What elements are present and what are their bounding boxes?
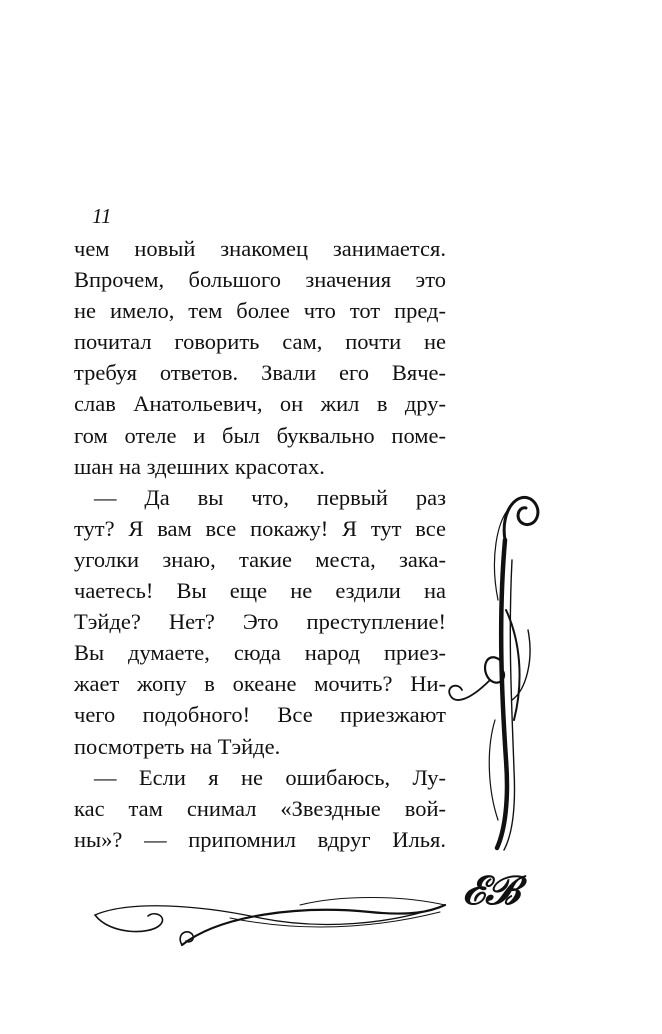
flourish-stem [497, 540, 507, 848]
text-line: не имело, тем более что тот пред- [74, 298, 446, 324]
text-line: Впрочем, большого значения это [74, 267, 446, 293]
text-line: тут? Я вам все покажу! Я тут все [74, 515, 446, 541]
text-line: чаетесь! Вы еще не ездили на [74, 578, 446, 604]
text-line: — Да вы что, первый раз [94, 484, 446, 510]
text-line: посмотреть на Тэйде. [74, 733, 281, 759]
text-line: ны»? — припомнил вдруг Илья. [74, 826, 446, 852]
text-line: чего подобного! Все приезжают [74, 702, 446, 728]
text-line: гом отеле и был буквально поме- [74, 422, 446, 448]
text-line: кас там снимал «Звездные вой- [74, 795, 446, 821]
body-text [74, 233, 446, 855]
text-line: — Если я не ошибаюсь, Лу- [94, 764, 446, 790]
monogram-logo: 𝓔𝓑 [462, 868, 521, 914]
text-line: жает жопу в океане мочить? Ни- [74, 671, 446, 697]
text-line: чем новый знакомец занимается. [74, 236, 446, 261]
page-number: 11 [92, 204, 112, 228]
text-line: почитал говорить сам, почти не [74, 329, 446, 355]
text-line: слав Анатольевич, он жил в дру- [74, 391, 446, 417]
text-line: шан на здешних красотах. [74, 453, 325, 479]
text-line: требуя ответов. Звали его Вяче- [74, 360, 446, 386]
text-line: Тэйде? Нет? Это преступление! [74, 609, 446, 635]
text-line: уголки знаю, такие места, зака- [74, 546, 446, 572]
text-line: Вы думаете, сюда народ приез- [74, 640, 446, 666]
